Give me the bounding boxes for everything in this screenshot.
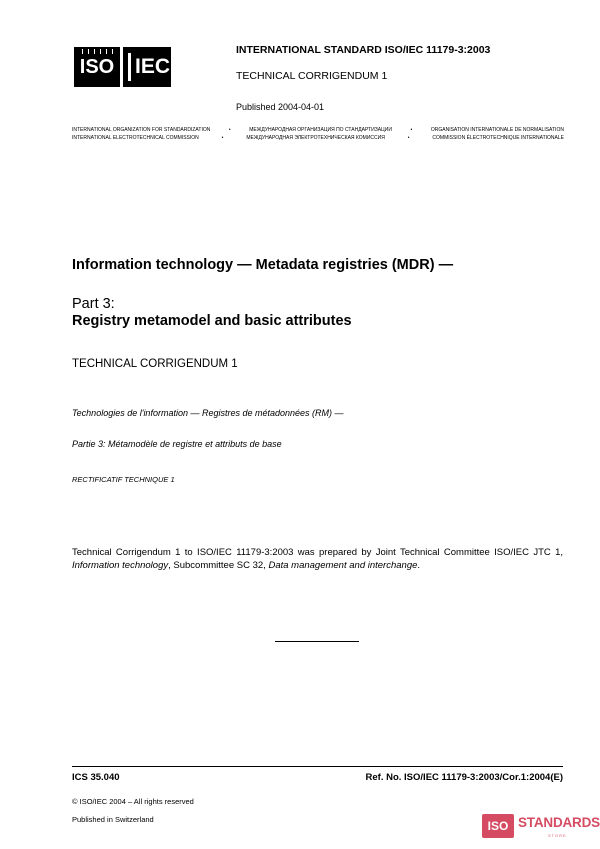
corrigendum-heading: TECHNICAL CORRIGENDUM 1 bbox=[72, 358, 238, 370]
french-corrigendum: RECTIFICATIF TECHNIQUE 1 bbox=[72, 475, 175, 484]
standard-title: INTERNATIONAL STANDARD ISO/IEC 11179-3:2003 bbox=[236, 44, 491, 56]
published-in: Published in Switzerland bbox=[72, 815, 154, 824]
org-iso-fr: ORGANISATION INTERNATIONALE DE NORMALISATION bbox=[430, 127, 564, 133]
iso-logo-text: ISO bbox=[79, 55, 115, 78]
store-text: STANDARDS bbox=[518, 815, 600, 830]
bullet-separator: • bbox=[410, 127, 413, 133]
bullet-separator: • bbox=[228, 127, 231, 133]
corrigendum-subtitle: TECHNICAL CORRIGENDUM 1 bbox=[236, 70, 388, 82]
body-text-3: . bbox=[417, 560, 421, 571]
iso-logo bbox=[74, 47, 120, 87]
body-text-1: Technical Corrigendum 1 to ISO/IEC 11179-3:2003 was prepared by Joint Technical Committee ISO/IEC JTC 1, bbox=[72, 547, 563, 558]
org-iec-en: INTERNATIONAL ELECTROTECHNICAL COMMISSION bbox=[72, 135, 199, 141]
body-committee-name: Information technology bbox=[72, 560, 169, 571]
bullet-separator: • bbox=[221, 135, 224, 141]
document-main-title: Information technology — Metadata registries (MDR) — bbox=[72, 257, 454, 273]
reference-number: Ref. No. ISO/IEC 11179-3:2003/Cor.1:2004(E) bbox=[365, 772, 563, 783]
body-paragraph bbox=[72, 546, 563, 572]
ics-code: ICS 35.040 bbox=[72, 772, 120, 783]
store-iso-badge: ISO bbox=[482, 814, 514, 838]
org-iec-ru: МЕЖДУНАРОДНАЯ ЭЛЕКТРОТЕХНИЧЕСКАЯ КОМИССИЯ bbox=[246, 135, 385, 141]
org-iec-fr: COMMISSION ÉLECTROTECHNIQUE INTERNATIONALE bbox=[432, 135, 564, 141]
body-text-2: , Subcommittee SC 32, bbox=[168, 560, 269, 571]
standards-store-watermark bbox=[482, 814, 600, 844]
french-title: Technologies de l'information — Registres de métadonnées (RM) — bbox=[72, 408, 344, 418]
published-date: Published 2004-04-01 bbox=[236, 102, 325, 112]
iec-logo bbox=[123, 47, 171, 87]
bullet-separator: • bbox=[407, 135, 410, 141]
center-divider bbox=[275, 641, 359, 642]
iec-logo-text: IEC bbox=[135, 55, 171, 78]
org-iso-ru: МЕЖДУНАРОДНАЯ ОРГАНИЗАЦИЯ ПО СТАНДАРТИЗАЦИИ bbox=[249, 127, 392, 133]
iso-logo-rays bbox=[74, 49, 120, 55]
store-subtext: STORE bbox=[548, 833, 567, 838]
part-label: Part 3: bbox=[72, 296, 115, 312]
footer-divider bbox=[72, 766, 563, 767]
french-part-title: Partie 3: Métamodèle de registre et attributs de base bbox=[72, 439, 282, 449]
body-subcommittee-name: Data management and interchange bbox=[268, 560, 418, 571]
organizations-line-2 bbox=[72, 135, 564, 141]
org-iso-en: INTERNATIONAL ORGANIZATION FOR STANDARDIZATION bbox=[72, 127, 211, 133]
copyright-notice: © ISO/IEC 2004 – All rights reserved bbox=[72, 797, 194, 806]
part-title: Registry metamodel and basic attributes bbox=[72, 313, 352, 329]
organizations-line-1 bbox=[72, 127, 564, 133]
iec-logo-bar bbox=[128, 53, 131, 81]
